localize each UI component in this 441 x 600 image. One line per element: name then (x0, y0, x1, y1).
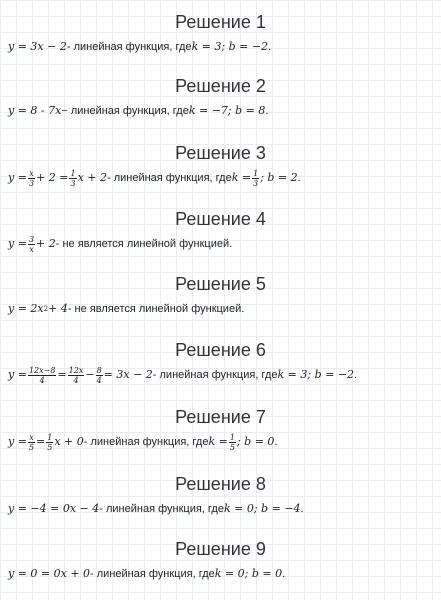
solution-text (8, 561, 441, 587)
description: - не является линейной функцией. (55, 238, 233, 250)
solution-2 (0, 74, 441, 124)
solution-title: Решение 2 (175, 76, 266, 96)
solution-text (8, 296, 441, 322)
description: - линейная функция, где (99, 503, 224, 515)
period: . (268, 41, 272, 53)
fraction (28, 235, 35, 254)
description: - линейная функция, где (66, 41, 192, 53)
numerator: x (29, 432, 34, 442)
fraction (68, 366, 85, 385)
coefficients: k = −7; b = 8 (188, 104, 266, 117)
denominator: 3 (70, 178, 76, 188)
numerator: 3 (28, 234, 35, 244)
equation-part: y = (8, 368, 27, 381)
equation-part: + 2 = (36, 171, 69, 184)
solution-8 (0, 472, 441, 522)
coefficient-b: ; b = 0 (236, 435, 275, 448)
solution-text (8, 231, 441, 257)
coefficient-k: k = (231, 171, 252, 184)
denominator: 5 (47, 442, 53, 452)
numerator: 12x−8 (28, 365, 56, 375)
solution-text (8, 34, 441, 60)
period: . (265, 105, 269, 117)
description: - линейная функция, где (90, 568, 215, 580)
denominator: 4 (39, 375, 45, 385)
solution-text (8, 98, 441, 124)
solution-5 (0, 272, 441, 322)
fraction (96, 366, 103, 385)
description: - не является линейной функцией. (67, 303, 245, 315)
denominator: 4 (73, 375, 79, 385)
solution-title: Решение 9 (175, 539, 266, 559)
coefficient-k: k = (208, 435, 228, 448)
solution-7 (0, 405, 441, 455)
denominator: x (29, 244, 34, 254)
description: - линейная функция, где (106, 172, 232, 184)
period: . (354, 369, 358, 381)
solution-6 (0, 338, 441, 388)
solution-title: Решение 7 (175, 407, 266, 427)
equation: y = 3x − 2 (8, 40, 67, 53)
exponent: 2 (43, 305, 49, 313)
solution-text (8, 429, 441, 455)
equation-part: y = 2x (8, 302, 44, 315)
solution-9 (0, 537, 441, 587)
solution-3 (0, 141, 441, 191)
period: . (274, 436, 278, 448)
solution-text (8, 165, 441, 191)
fraction (252, 169, 259, 188)
fraction (69, 169, 76, 188)
solution-title: Решение 8 (175, 474, 266, 494)
denominator: 3 (253, 178, 259, 188)
equation-part: = (57, 368, 67, 381)
period: . (297, 172, 301, 184)
equation-part: − (85, 368, 95, 381)
description: − линейная функция, где (61, 105, 189, 117)
period: . (282, 568, 286, 580)
equation-part: + 4 (48, 302, 68, 315)
equation-part: y = (8, 237, 27, 250)
solution-title: Решение 4 (175, 209, 266, 229)
equation-part: y = (8, 435, 27, 448)
fraction (28, 366, 56, 385)
period: . (300, 503, 304, 515)
coefficients: k = 3; b = −2 (277, 368, 355, 381)
fraction (46, 433, 53, 452)
equation-part: = (36, 435, 46, 448)
equation: y = −4 = 0x − 4 (8, 502, 100, 515)
solution-title: Решение 5 (175, 274, 266, 294)
fraction (229, 433, 236, 452)
coefficient-b: ; b = 2 (260, 171, 298, 184)
numerator: 8 (96, 365, 102, 375)
equation-part: y = (8, 171, 27, 184)
denominator: 4 (96, 375, 102, 385)
fraction (28, 433, 35, 452)
solution-4 (0, 207, 441, 257)
solution-title: Решение 6 (175, 340, 266, 360)
solution-1 (0, 10, 441, 60)
numerator: 1 (70, 168, 76, 178)
equation: y = 8 - 7x (8, 104, 62, 117)
numerator: x (29, 168, 34, 178)
numerator: 12x (68, 365, 84, 375)
coefficients: k = 3; b = −2 (191, 40, 269, 53)
solution-text (8, 496, 441, 522)
coefficients: k = 0; b = 0 (214, 567, 283, 580)
description: - линейная функция, где (83, 436, 209, 448)
equation-part: + 2 (36, 237, 56, 250)
equation-part: x + 2 (77, 171, 107, 184)
solution-text (8, 362, 441, 388)
solution-title: Решение 3 (175, 143, 266, 163)
equation-part: = 3x − 2 (103, 368, 153, 381)
description: - линейная функция, где (152, 369, 278, 381)
solution-title: Решение 1 (175, 12, 266, 32)
denominator: 5 (28, 442, 35, 452)
equation-part: x + 0 (54, 435, 84, 448)
fraction (28, 169, 35, 188)
numerator: 1 (229, 432, 235, 442)
coefficients: k = 0; b = −4 (223, 502, 301, 515)
numerator: 1 (253, 168, 259, 178)
numerator: 1 (47, 432, 53, 442)
denominator: 5 (229, 442, 235, 452)
equation: y = 0 = 0x + 0 (8, 567, 91, 580)
denominator: 3 (28, 178, 35, 188)
